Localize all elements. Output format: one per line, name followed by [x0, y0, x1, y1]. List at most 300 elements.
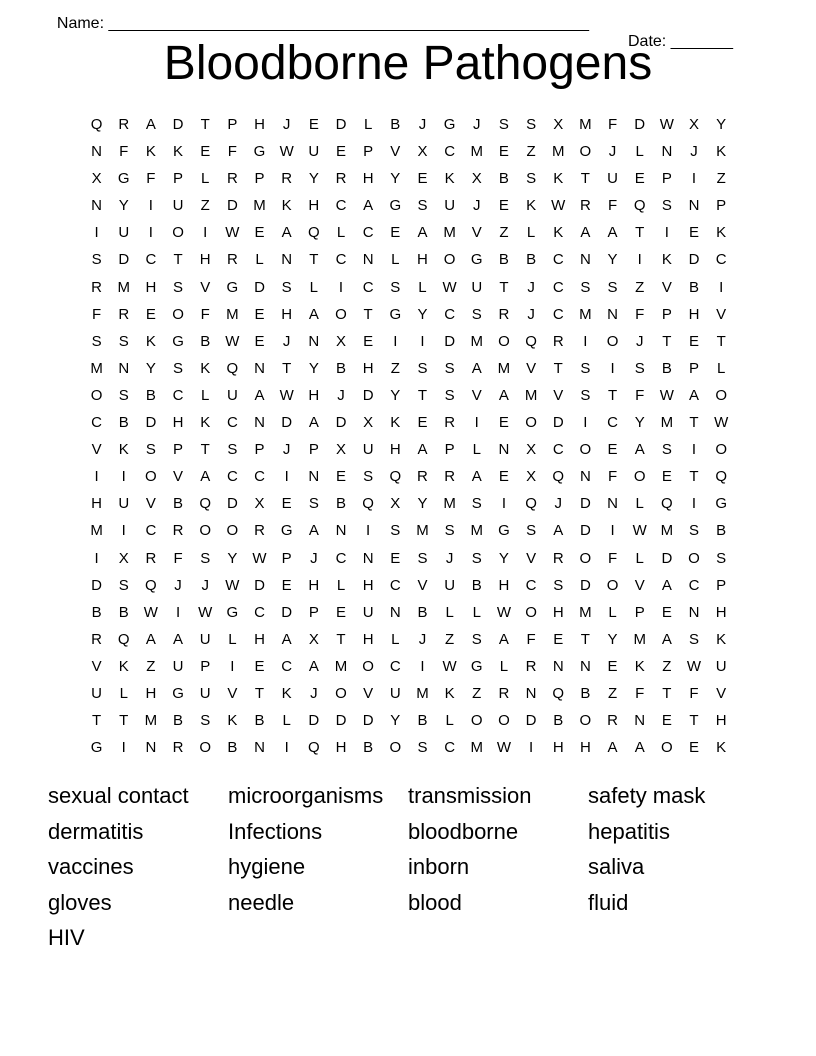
grid-letter: U	[172, 657, 184, 675]
grid-letter: B	[145, 386, 156, 404]
grid-letter: U	[362, 441, 374, 459]
grid-letter: T	[254, 684, 265, 702]
grid-letter: T	[580, 170, 590, 188]
grid-letter: I	[610, 522, 615, 540]
grid-letter: R	[498, 305, 510, 323]
grid-letter: J	[635, 332, 644, 350]
grid-letter: T	[91, 712, 102, 730]
grid-letter: P	[308, 441, 319, 459]
grid-letter: B	[471, 576, 482, 594]
grid-letter: X	[335, 441, 346, 459]
grid-letter: T	[173, 251, 183, 269]
grid-letter: G	[226, 603, 239, 621]
grid-letter: G	[117, 170, 130, 188]
grid-letter: O	[579, 143, 592, 161]
grid-letter: D	[552, 414, 564, 432]
grid-letter: U	[715, 657, 727, 675]
grid-letter: H	[281, 305, 293, 323]
grid-row	[83, 626, 735, 653]
grid-letter: Y	[118, 197, 129, 215]
grid-letter: E	[281, 495, 292, 513]
grid-letter: W	[225, 332, 240, 350]
grid-letter: E	[254, 305, 265, 323]
grid-letter: D	[335, 712, 347, 730]
grid-letter: I	[284, 468, 289, 486]
grid-letter: S	[661, 441, 672, 459]
grid-letter: Y	[390, 386, 401, 404]
grid-letter: W	[198, 603, 213, 621]
grid-letter: W	[659, 116, 674, 133]
grid-letter: I	[121, 468, 126, 486]
grid-letter: X	[390, 495, 401, 513]
grid-letter: M	[551, 143, 565, 161]
grid-letter: Q	[525, 495, 537, 513]
grid-letter: P	[444, 441, 455, 459]
grid-letter: N	[254, 414, 265, 432]
word-bank-item: inborn	[408, 854, 470, 879]
grid-letter: C	[254, 468, 265, 486]
grid-letter: J	[310, 549, 318, 567]
grid-letter: D	[688, 251, 700, 269]
grid-letter: Y	[634, 414, 645, 432]
grid-letter: P	[254, 170, 265, 188]
grid-letter: J	[554, 495, 562, 513]
grid-letter: P	[716, 197, 727, 215]
grid-letter: H	[254, 630, 265, 648]
grid-letter: R	[552, 549, 564, 567]
grid-letter: I	[583, 414, 588, 432]
grid-letter: C	[688, 576, 700, 594]
grid-letter: K	[444, 170, 455, 188]
grid-letter: B	[580, 684, 591, 702]
grid-letter: A	[607, 739, 618, 757]
grid-letter: M	[470, 332, 484, 350]
grid-letter: D	[308, 712, 320, 730]
grid-letter: Q	[389, 468, 402, 486]
grid-letter: K	[173, 143, 184, 161]
grid-letter: L	[445, 712, 454, 730]
grid-letter: H	[362, 170, 374, 188]
grid-row	[83, 463, 735, 490]
grid-letter: B	[118, 414, 129, 432]
grid-letter: I	[420, 657, 425, 675]
grid-letter: C	[281, 657, 293, 675]
grid-letter: L	[635, 143, 644, 161]
grid-letter: N	[661, 143, 673, 161]
grid-letter: I	[420, 332, 425, 350]
grid-letter: C	[607, 414, 618, 432]
grid-letter: S	[526, 116, 537, 133]
grid-letter: S	[580, 359, 591, 377]
grid-letter: I	[691, 170, 697, 188]
grid-letter: T	[553, 359, 563, 377]
grid-letter: A	[471, 359, 482, 377]
grid-letter: B	[91, 603, 102, 621]
grid-letter: S	[471, 305, 482, 323]
grid-letter: N	[688, 603, 700, 621]
grid-letter: G	[172, 684, 184, 702]
grid-letter: E	[689, 224, 700, 242]
grid-letter: S	[471, 495, 482, 513]
grid-letter: N	[91, 197, 102, 215]
grid-letter: P	[227, 116, 238, 133]
grid-letter: V	[526, 359, 537, 377]
grid-letter: G	[470, 657, 483, 675]
grid-letter: R	[172, 739, 184, 757]
grid-letter: M	[579, 116, 592, 133]
grid-letter: L	[391, 630, 400, 648]
grid-letter: V	[634, 576, 645, 594]
grid-letter: O	[335, 684, 347, 702]
grid-letter: H	[308, 197, 320, 215]
grid-letter: C	[362, 224, 374, 242]
grid-letter: F	[146, 170, 156, 188]
grid-letter: O	[579, 441, 592, 459]
grid-letter: D	[226, 495, 238, 513]
grid-letter: V	[471, 386, 482, 404]
word-bank-item: safety mask	[588, 783, 706, 808]
grid-letter: E	[335, 143, 346, 161]
grid-letter: S	[173, 278, 184, 296]
grid-letter: B	[526, 251, 537, 269]
grid-letter: Q	[633, 197, 646, 215]
grid-letter: E	[498, 143, 509, 161]
grid-letter: B	[498, 251, 509, 269]
grid-letter: Y	[308, 170, 319, 188]
grid-letter: U	[389, 684, 401, 702]
grid-letter: G	[280, 522, 293, 540]
grid-letter: C	[145, 522, 157, 540]
grid-letter: U	[118, 495, 130, 513]
grid-letter: T	[689, 414, 699, 432]
grid-letter: L	[336, 576, 346, 594]
grid-row	[83, 707, 735, 734]
grid-letter: C	[444, 305, 456, 323]
grid-letter: E	[689, 739, 700, 757]
grid-letter: G	[90, 739, 103, 757]
word-bank-item: vaccines	[48, 854, 134, 879]
grid-letter: T	[363, 305, 373, 323]
grid-letter: K	[716, 224, 727, 242]
grid-letter: A	[308, 305, 319, 323]
grid-letter: X	[363, 414, 374, 432]
grid-letter: A	[553, 522, 564, 540]
grid-letter: B	[716, 522, 727, 540]
grid-letter: X	[553, 116, 564, 133]
grid-letter: F	[526, 630, 536, 648]
grid-letter: S	[607, 278, 618, 296]
grid-letter: K	[661, 251, 672, 269]
grid-letter: P	[716, 576, 727, 594]
grid-letter: X	[118, 549, 129, 567]
grid-letter: I	[230, 657, 235, 675]
grid-letter: W	[632, 522, 647, 540]
grid-letter: B	[335, 495, 346, 513]
grid-letter: V	[716, 305, 727, 323]
grid-letter: S	[498, 116, 509, 133]
grid-letter: K	[634, 657, 645, 675]
grid-letter: F	[173, 549, 183, 567]
grid-letter: O	[199, 739, 212, 757]
grid-letter: A	[281, 630, 292, 648]
grid-letter: S	[200, 549, 211, 567]
grid-letter: V	[227, 684, 238, 702]
grid-letter: M	[416, 522, 429, 540]
word-bank	[48, 778, 768, 956]
grid-letter: T	[716, 332, 726, 350]
grid-letter: I	[691, 441, 697, 459]
grid-letter: U	[226, 386, 238, 404]
grid-letter: C	[145, 251, 157, 269]
grid-letter: S	[689, 522, 700, 540]
grid-letter: S	[173, 359, 184, 377]
word-bank-item: hygiene	[228, 854, 306, 879]
grid-letter: H	[362, 359, 374, 377]
grid-letter: H	[715, 603, 727, 621]
grid-letter: L	[201, 170, 210, 188]
grid-letter: R	[226, 251, 238, 269]
grid-row	[83, 680, 735, 707]
grid-letter: N	[579, 657, 591, 675]
grid-letter: C	[91, 414, 102, 432]
grid-letter: I	[637, 251, 642, 269]
grid-letter: Z	[662, 657, 672, 675]
grid-row	[83, 653, 735, 680]
grid-letter: Q	[362, 495, 374, 513]
grid-letter: T	[336, 630, 346, 648]
grid-letter: Y	[716, 116, 727, 133]
grid-letter: S	[118, 576, 129, 594]
grid-letter: T	[689, 712, 699, 730]
grid-letter: R	[118, 116, 130, 133]
grid-letter: F	[635, 305, 645, 323]
grid-letter: C	[444, 143, 456, 161]
grid-letter: A	[173, 630, 184, 648]
grid-letter: S	[580, 278, 591, 296]
grid-letter: G	[389, 197, 402, 215]
grid-letter: S	[444, 359, 455, 377]
date-field-label: Date: _______	[628, 33, 733, 50]
grid-letter: P	[689, 359, 700, 377]
grid-letter: Q	[552, 684, 565, 702]
grid-letter: W	[714, 414, 729, 432]
grid-letter: I	[148, 224, 153, 242]
word-bank-item: hepatitis	[588, 818, 670, 844]
grid-letter: X	[335, 332, 346, 350]
grid-letter: M	[117, 278, 130, 296]
grid-letter: S	[417, 739, 428, 757]
grid-letter: M	[470, 143, 484, 161]
grid-letter: P	[634, 603, 645, 621]
grid-letter: O	[579, 712, 592, 730]
grid-letter: N	[525, 684, 537, 702]
grid-row	[83, 246, 735, 273]
grid-letter: S	[526, 522, 537, 540]
grid-row	[83, 599, 735, 626]
grid-letter: A	[661, 576, 672, 594]
grid-letter: L	[119, 684, 128, 702]
grid-letter: F	[607, 197, 618, 215]
grid-letter: N	[254, 359, 265, 377]
grid-letter: H	[498, 576, 510, 594]
grid-letter: I	[393, 332, 398, 350]
grid-letter: E	[363, 332, 374, 350]
grid-letter: L	[635, 495, 644, 513]
grid-letter: I	[121, 739, 126, 757]
grid-letter: S	[417, 549, 428, 567]
grid-letter: S	[417, 197, 428, 215]
grid-letter: E	[335, 603, 346, 621]
grid-letter: R	[118, 305, 130, 323]
grid-letter: H	[688, 305, 700, 323]
grid-letter: H	[362, 630, 374, 648]
grid-letter: L	[717, 359, 726, 377]
grid-letter: W	[496, 739, 511, 757]
grid-letter: B	[417, 603, 428, 621]
grid-letter: F	[227, 143, 237, 161]
grid-letter: S	[227, 441, 238, 459]
word-bank-item: sexual contact	[48, 783, 189, 808]
grid-letter: Z	[635, 278, 645, 296]
grid-letter: C	[389, 576, 401, 594]
grid-row	[83, 165, 735, 192]
grid-letter: N	[498, 441, 510, 459]
grid-letter: N	[91, 143, 102, 161]
grid-letter: A	[661, 630, 672, 648]
grid-letter: T	[200, 116, 210, 133]
grid-letter: C	[335, 549, 347, 567]
grid-letter: V	[716, 684, 727, 702]
grid-letter: O	[606, 576, 619, 594]
grid-letter: P	[173, 441, 184, 459]
grid-letter: V	[553, 386, 564, 404]
grid-letter: U	[118, 224, 130, 242]
grid-letter: K	[444, 684, 455, 702]
grid-letter: B	[498, 170, 509, 188]
grid-letter: X	[254, 495, 265, 513]
grid-letter: U	[362, 603, 374, 621]
grid-letter: D	[91, 576, 102, 594]
grid-letter: S	[308, 495, 319, 513]
grid-letter: M	[660, 522, 674, 540]
grid-letter: A	[498, 386, 509, 404]
grid-letter: E	[661, 468, 672, 486]
grid-letter: R	[335, 170, 347, 188]
grid-letter: I	[474, 414, 479, 432]
grid-letter: Y	[417, 305, 428, 323]
name-field-label: Name: ______________________________________________________	[56, 15, 589, 32]
grid-letter: M	[443, 495, 456, 513]
grid-letter: J	[201, 576, 209, 594]
grid-letter: U	[471, 278, 483, 296]
grid-letter: Y	[607, 630, 618, 648]
grid-letter: X	[526, 468, 537, 486]
grid-letter: O	[362, 657, 374, 675]
grid-letter: U	[607, 170, 618, 188]
grid-letter: S	[580, 386, 591, 404]
grid-letter: S	[200, 712, 211, 730]
grid-letter: H	[579, 739, 591, 757]
grid-letter: G	[226, 278, 239, 296]
grid-letter: S	[661, 197, 672, 215]
grid-row	[83, 409, 735, 436]
grid-letter: L	[336, 224, 346, 242]
grid-row	[83, 572, 735, 599]
grid-letter: J	[473, 116, 481, 133]
grid-letter: T	[689, 468, 699, 486]
grid-letter: Y	[227, 549, 238, 567]
grid-letter: O	[335, 305, 347, 323]
grid-letter: R	[226, 170, 238, 188]
grid-letter: X	[91, 170, 102, 188]
grid-letter: P	[308, 603, 319, 621]
grid-letter: U	[444, 576, 456, 594]
grid-letter: T	[119, 712, 129, 730]
grid-letter: E	[553, 630, 564, 648]
grid-letter: M	[90, 359, 103, 377]
grid-letter: T	[607, 386, 618, 404]
grid-letter: T	[635, 224, 645, 242]
grid-letter: S	[444, 386, 455, 404]
grid-letter: Z	[716, 170, 726, 188]
grid-letter: L	[282, 712, 291, 730]
grid-letter: M	[470, 522, 484, 540]
grid-letter: M	[497, 359, 511, 377]
grid-letter: E	[390, 224, 401, 242]
grid-letter: V	[200, 278, 211, 296]
grid-letter: E	[417, 414, 428, 432]
grid-letter: W	[659, 386, 674, 404]
grid-letter: D	[362, 712, 374, 730]
grid-letter: O	[470, 712, 483, 730]
grid-letter: W	[686, 657, 702, 675]
grid-letter: G	[715, 495, 727, 513]
word-bank-item: transmission	[408, 783, 532, 808]
grid-letter: R	[444, 414, 456, 432]
grid-letter: Y	[607, 251, 618, 269]
grid-letter: R	[552, 332, 564, 350]
grid-letter: Q	[90, 116, 103, 133]
grid-letter: H	[91, 495, 102, 513]
grid-letter: N	[145, 739, 157, 757]
grid-letter: D	[172, 116, 184, 133]
grid-letter: K	[145, 143, 156, 161]
grid-letter: Y	[417, 495, 428, 513]
grid-row	[83, 436, 735, 463]
grid-letter: X	[308, 630, 319, 648]
grid-letter: S	[118, 386, 129, 404]
grid-letter: S	[526, 170, 537, 188]
grid-letter: F	[635, 386, 645, 404]
grid-letter: Q	[117, 630, 130, 648]
grid-letter: R	[498, 684, 510, 702]
grid-letter: L	[391, 251, 400, 269]
grid-letter: N	[118, 359, 130, 377]
grid-letter: S	[145, 441, 156, 459]
grid-letter: T	[662, 684, 672, 702]
grid-letter: C	[552, 441, 564, 459]
grid-letter: W	[442, 657, 457, 675]
grid-letter: O	[90, 386, 103, 404]
grid-letter: A	[308, 414, 319, 432]
grid-letter: O	[579, 549, 592, 567]
grid-letter: E	[661, 603, 672, 621]
word-bank-item: HIV	[48, 925, 85, 950]
grid-letter: M	[579, 305, 592, 323]
grid-letter: C	[335, 197, 347, 215]
grid-letter: I	[284, 739, 289, 757]
grid-letter: L	[228, 630, 237, 648]
